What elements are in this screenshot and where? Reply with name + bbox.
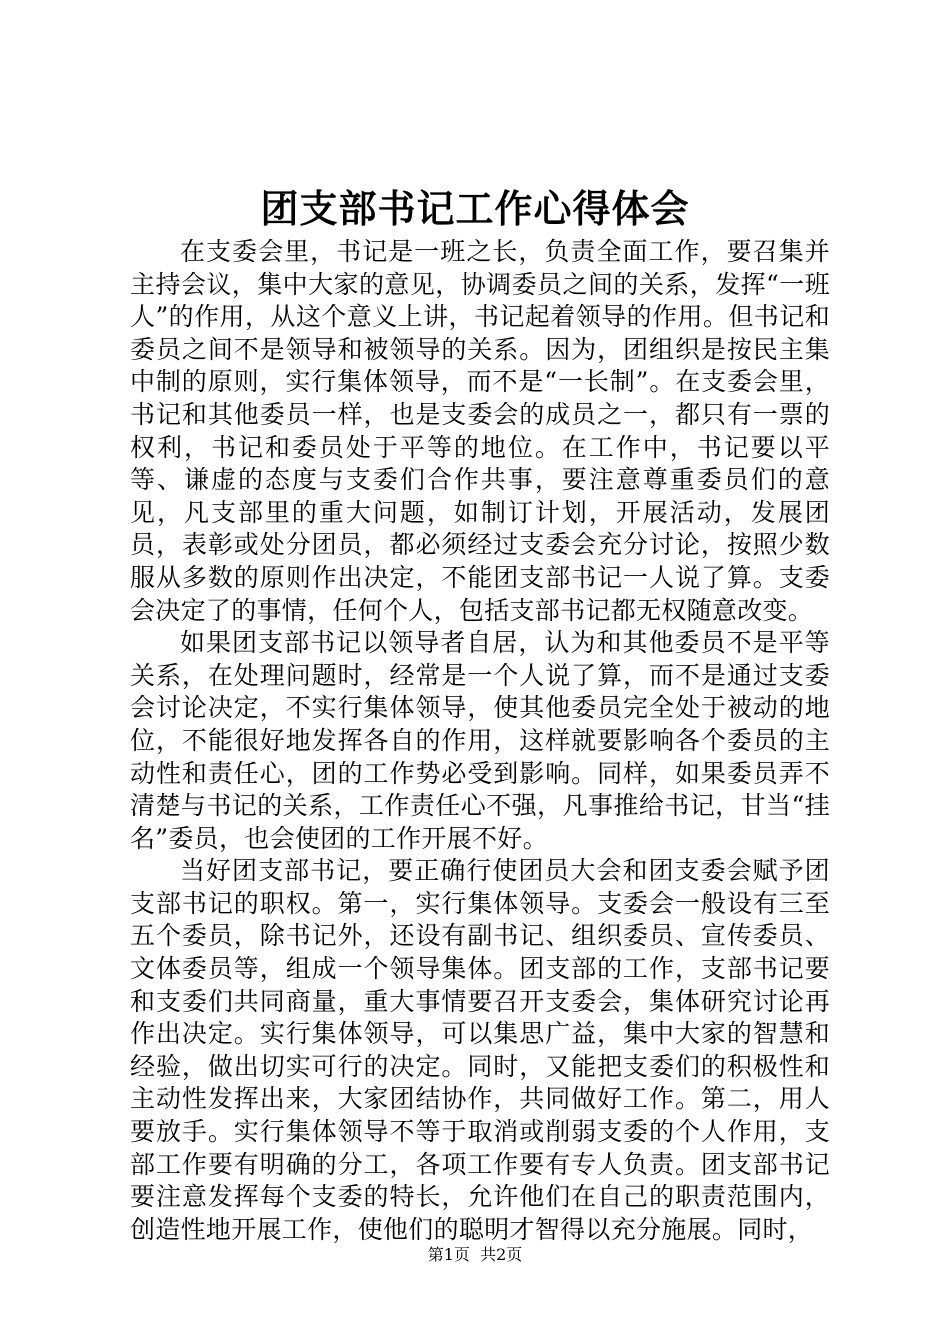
paragraph: 在支委会里，书记是一班之长，负责全面工作，要召集并主持会议，集中大家的意见，协调委员之间的关系，发挥“一班人”的作用，从这个意义上讲，书记起着领导的作用。但书记和委员之间不是领导和被领导的关系。因为，团组织是按民主集中制的原则，实行集体领导，而不是“一长制”。在支委会里，书记和其他委员一样，也是支委会的成员之一，都只有一票的权利，书记和委员处于平等的地位。在工作中，书记要以平等、谦虚的态度与支委们合作共事，要注意尊重委员们的意见，凡支部里的重大问题，如制订计划，开展活动，发展团员，表彰或处分团员，都必须经过支委会充分讨论，按照少数服从多数的原则作出决定，不能团支部书记一人说了算。支委会决定了的事情，任何个人，包括支部书记都无权随意改变。	[130, 237, 830, 625]
document-title: 团支部书记工作心得体会	[260, 186, 690, 231]
page-total: 共2页	[480, 1245, 523, 1264]
paragraph: 当好团支部书记，要正确行使团员大会和团支委会赋予团支部书记的职权。第一，实行集体领导。支委会一般设有三至五个委员，除书记外，还设有副书记、组织委员、宣传委员、文体委员等，组成一个领导集体。团支部的工作，支部书记要和支委们共同商量，重大事情要召开支委会，集体研究讨论再作出决定。实行集体领导，可以集思广益，集中大家的智慧和经验，做出切实可行的决定。同时，又能把支委们的积极性和主动性发挥出来，大家团结协作，共同做好工作。第二，用人要放手。实行集体领导不等于取消或削弱支委的个人作用，支部工作要有明确的分工，各项工作要有专人负责。团支部书记要注意发挥每个支委的特长，允许他们在自己的职责范围内，创造性地开展工作，使他们的聪明才智得以充分施展。同时，	[130, 856, 830, 1244]
page-footer	[0, 1244, 950, 1266]
paragraph: 如果团支部书记以领导者自居，认为和其他委员不是平等关系，在处理问题时，经常是一个人说了算，而不是通过支委会讨论决定，不实行集体领导，使其他委员完全处于被动的地位，不能很好地发挥各自的作用，这样就要影响各个委员的主动性和责任心，团的工作势必受到影响。同样，如果委员弄不清楚与书记的关系，工作责任心不强，凡事推给书记，甘当“挂名”委员，也会使团的工作开展不好。	[130, 628, 830, 853]
document-body	[130, 236, 830, 1246]
page-number: 第1页	[427, 1245, 470, 1264]
